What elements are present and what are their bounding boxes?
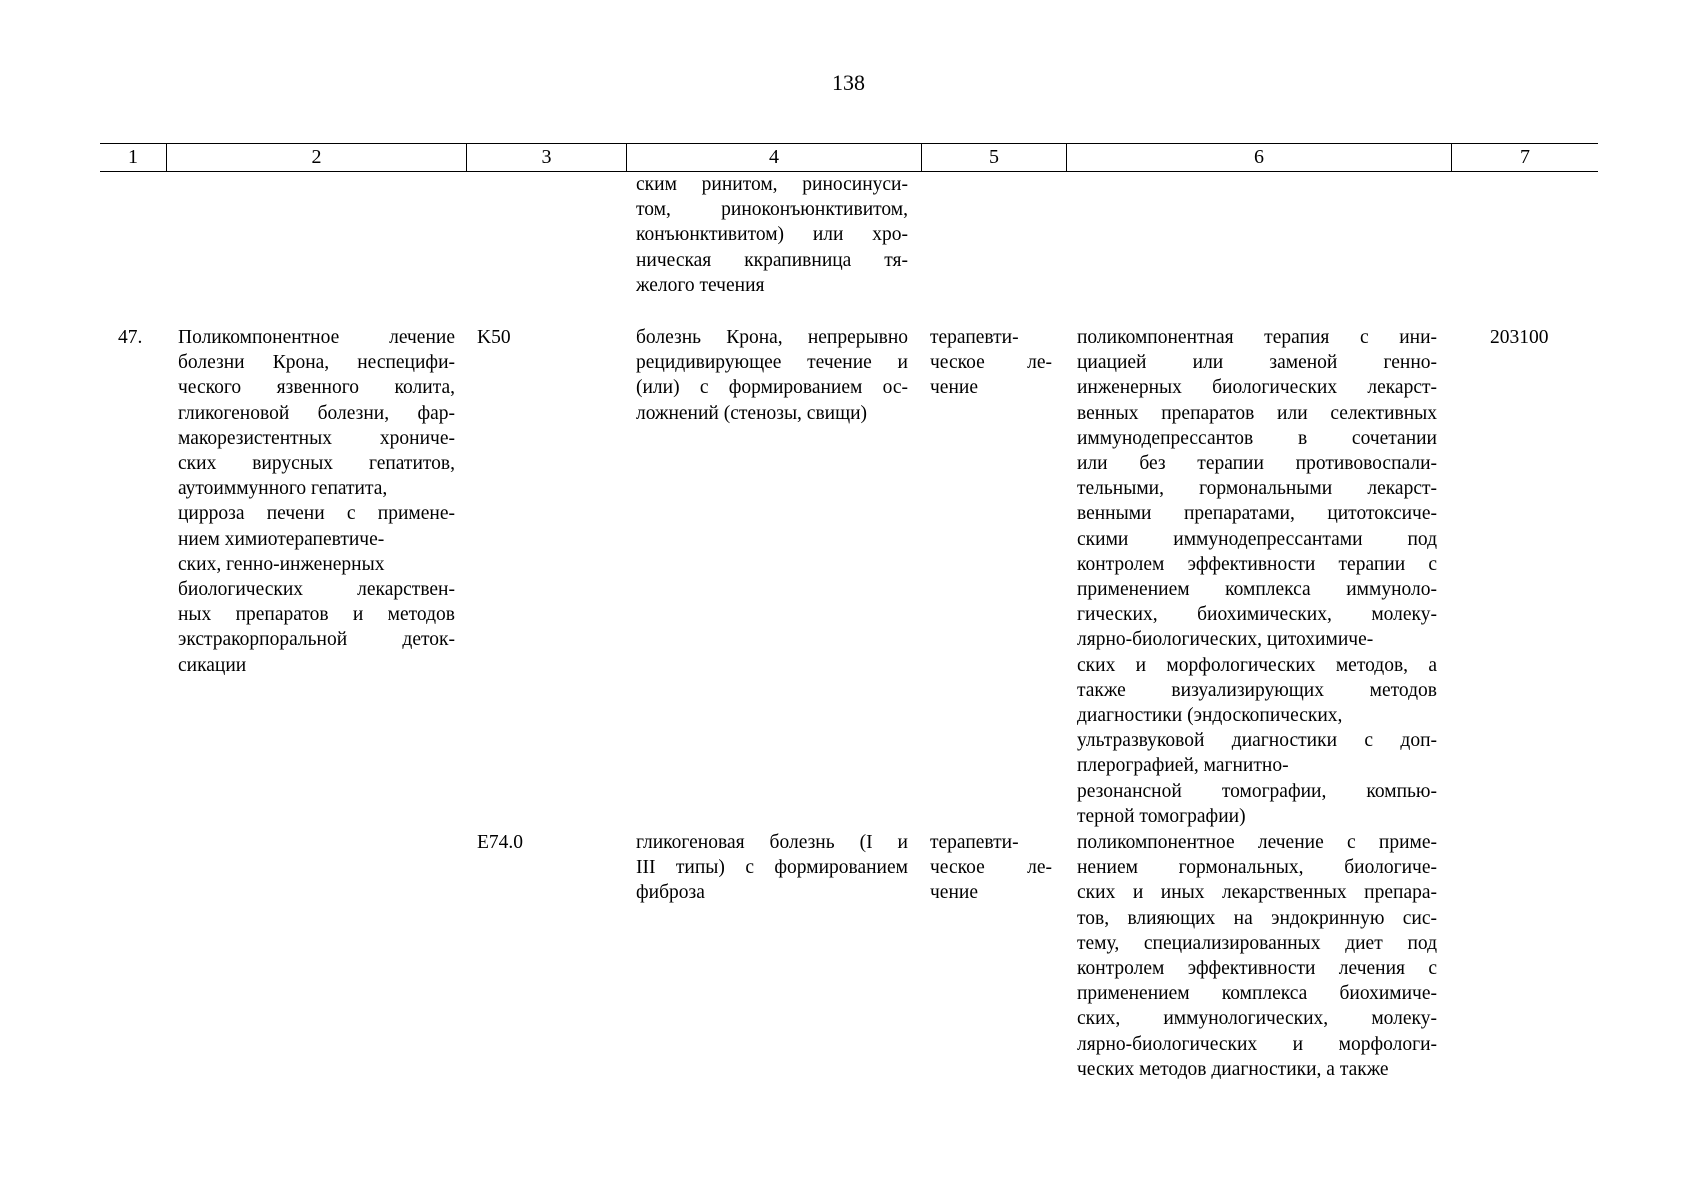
text-line: болезни Крона, неспецифи- (178, 352, 455, 374)
text-line: нием химиотерапевтиче- (178, 528, 385, 550)
text-line: терапевти- (930, 327, 1019, 348)
text-line: скими иммунодепрессантами под (1077, 528, 1437, 550)
text-line: ческое ле- (930, 857, 1052, 879)
row-number: 47. (118, 327, 143, 348)
text-line: резонансной томографии, компью- (1077, 780, 1437, 802)
text-line: ническая ккрапивница тя- (636, 249, 908, 271)
continuation-model-cell (636, 172, 908, 298)
text-line: желого течения (636, 274, 765, 296)
text-line: макорезистентных хрониче- (178, 427, 455, 449)
header-col-5: 5 (922, 144, 1067, 171)
header-col-1: 1 (100, 144, 167, 171)
diagnosis-code: E74.0 (477, 832, 524, 853)
text-line: ских и иных лекарственных препара- (1077, 882, 1437, 904)
text-line: тельными, гормональными лекарст- (1077, 478, 1437, 500)
text-line: сикации (178, 654, 247, 676)
text-line: циацией или заменой генно- (1077, 352, 1437, 374)
text-line: ским ринитом, риносинуси- (636, 174, 908, 195)
text-line: фиброза (636, 882, 705, 904)
text-line: также визуализирующих методов (1077, 679, 1437, 701)
text-line: нением гормональных, биологиче- (1077, 857, 1437, 879)
text-line: болезнь Крона, непрерывно (636, 327, 908, 348)
text-line: ложнений (стенозы, свищи) (636, 402, 868, 424)
text-line: цирроза печени с примене- (178, 503, 455, 525)
table-header (100, 143, 1598, 172)
text-line: применением комплекса иммуноло- (1077, 579, 1437, 601)
text-line: поликомпонентное лечение с приме- (1077, 832, 1437, 853)
text-line: ских, иммунологических, молеку- (1077, 1008, 1437, 1030)
text-line: ультразвуковой диагностики с доп- (1077, 730, 1437, 752)
header-col-4: 4 (627, 144, 922, 171)
text-line: гликогеновой болезни, фар- (178, 402, 455, 424)
text-line: венными препаратами, цитотоксиче- (1077, 503, 1437, 525)
text-line: гических, биохимических, молеку- (1077, 604, 1437, 626)
text-line: лярно-биологических и морфологи- (1077, 1033, 1437, 1055)
text-line: чение (930, 377, 978, 399)
text-line: III типы) с формированием (636, 857, 908, 879)
row-value: 203100 (1490, 327, 1549, 348)
text-line: лярно-биологических, цитохимиче- (1077, 629, 1374, 651)
text-line: диагностики (эндоскопических, (1077, 705, 1343, 727)
text-line: применением комплекса биохимиче- (1077, 983, 1437, 1005)
text-line: иммунодепрессантов в сочетании (1077, 427, 1437, 449)
text-line: (или) с формированием ос- (636, 377, 908, 399)
text-line: терапевти- (930, 832, 1019, 853)
row-name-cell (178, 325, 455, 678)
text-line: том, риноконъюнктивитом, (636, 199, 908, 221)
text-line: экстракорпоральной деток- (178, 629, 455, 651)
text-line: Поликомпонентное лечение (178, 327, 455, 348)
header-col-7: 7 (1520, 146, 1530, 168)
page-number: 138 (832, 70, 865, 95)
text-line: аутоиммунного гепатита, (178, 478, 388, 500)
text-line: терной томографии) (1077, 805, 1246, 827)
diagnosis-code: K50 (477, 327, 511, 348)
text-line: биологических лекарствен- (178, 579, 455, 601)
text-line: или без терапии противовоспали- (1077, 453, 1437, 475)
treatment-type-cell (930, 325, 1052, 401)
text-line: ных препаратов и методов (178, 604, 455, 626)
text-line: тов, влияющих на эндокринную сис- (1077, 907, 1437, 929)
treatment-method-cell (1077, 830, 1437, 1082)
text-line: венных препаратов или селективных (1077, 402, 1437, 424)
text-line: гликогеновая болезнь (I и (636, 832, 908, 853)
header-col-2: 2 (167, 144, 467, 171)
text-line: ских вирусных гепатитов, (178, 453, 455, 475)
text-line: тему, специализированных диет под (1077, 932, 1437, 954)
patient-model-cell (636, 830, 908, 906)
text-line: контролем эффективности лечения с (1077, 958, 1437, 980)
header-col-3: 3 (467, 144, 627, 171)
header-col-6: 6 (1067, 144, 1452, 171)
text-line: ских, генно-инженерных (178, 553, 385, 575)
text-line: ческое ле- (930, 352, 1052, 374)
patient-model-cell (636, 325, 908, 426)
text-line: рецидивирующее течение и (636, 352, 908, 374)
text-line: контролем эффективности терапии с (1077, 553, 1437, 575)
text-line: ческих методов диагностики, а также (1077, 1058, 1389, 1080)
text-line: ских и морфологических методов, а (1077, 654, 1437, 676)
text-line: инженерных биологических лекарст- (1077, 377, 1437, 399)
treatment-method-cell (1077, 325, 1437, 829)
text-line: поликомпонентная терапия с ини- (1077, 327, 1437, 348)
treatment-type-cell (930, 830, 1052, 906)
text-line: ческого язвенного колита, (178, 377, 455, 399)
text-line: конъюнктивитом) или хро- (636, 224, 908, 246)
text-line: плерографией, магнитно- (1077, 755, 1289, 777)
text-line: чение (930, 882, 978, 904)
